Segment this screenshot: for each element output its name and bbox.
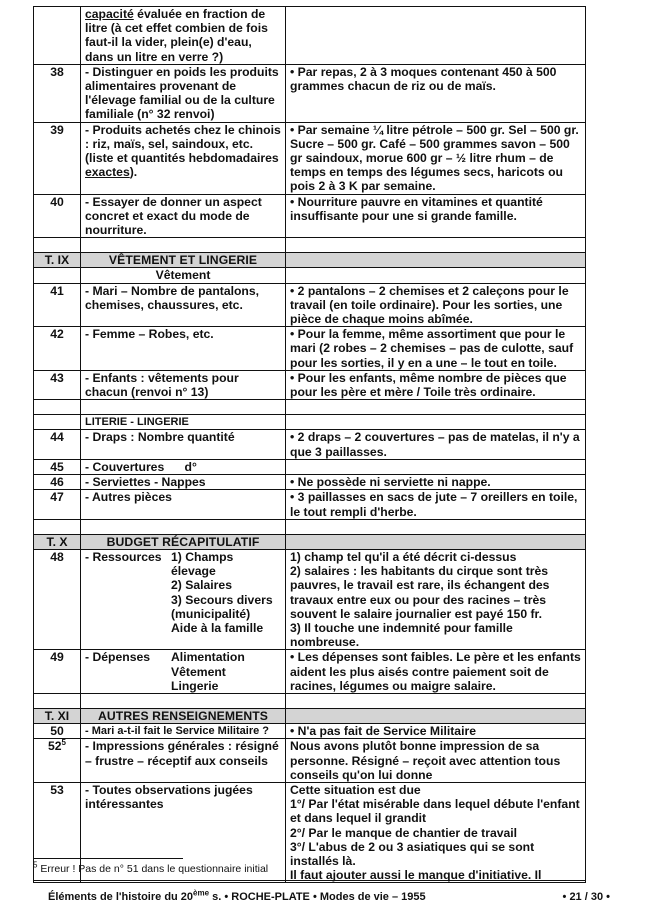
question-cell: - Serviettes - Nappes: [81, 475, 286, 490]
subheading-row: [34, 415, 586, 430]
answer-cell: Cette situation est due 1°/ Par l'état misérable dans lequel débute l'enfant et dans lequel il grandit 2°/ Par le manque de chantier de travail 3°/ L'abus de 2 ou 3 asiatiques qui se sont installés là. Il faut ajouter aussi le manque d'initiative. Il: [286, 782, 586, 882]
row-number: 43: [34, 370, 81, 399]
question-cell: - Femme – Robes, etc.: [81, 327, 286, 371]
row-number: 49: [34, 650, 81, 694]
table-row: [34, 370, 586, 399]
question-cell: - Enfants : vêtements pour chacun (renvoi n° 13): [81, 370, 286, 399]
answer-cell: [286, 7, 586, 65]
row-number: 39: [34, 122, 81, 194]
row-number: 45: [34, 459, 81, 474]
question-cell: - Distinguer en poids les produits alimentaires provenant de l'élevage familial ou de la culture familiale (n° 32 renvoi): [81, 64, 286, 122]
footnote: $^5$ Erreur ! Pas de n° 51 dans le questionnaire initial: [33, 860, 269, 875]
question-cell: - Couvertures d°: [81, 459, 286, 474]
question-cell: - Essayer de donner un aspect concret et exact du mode de nourriture.: [81, 194, 286, 238]
question-cell: - Draps : Nombre quantité: [81, 430, 286, 459]
answer-cell: • 2 pantalons – 2 chemises et 2 caleçons pour le travail (en toile ordinaire). Pour les sorties, une pièce de chaque moins abîmée.: [286, 283, 586, 327]
answer-cell: • Pour la femme, même assortiment que pour le mari (2 robes – 2 chemises – pas de culotte, sauf pour les sorties, il y en a une – le tout en toile.: [286, 327, 586, 371]
row-number: 46: [34, 475, 81, 490]
row-number: 53: [34, 782, 81, 882]
table-row: [34, 475, 586, 490]
row-number: 41: [34, 283, 81, 327]
row-number: 42: [34, 327, 81, 371]
row-number: 50: [34, 724, 81, 739]
subheading-row: [34, 268, 586, 283]
resources-label: - Ressources: [85, 549, 162, 564]
question-cell: - Produits achetés chez le chinois : riz, maïs, sel, saindoux, etc. (liste et quantités hebdomadaires exactes).: [81, 122, 286, 194]
section-header-row: [34, 534, 586, 549]
row-number: $52^5$: [34, 739, 81, 783]
expense-item: Alimentation: [171, 650, 245, 665]
row-number: 40: [34, 194, 81, 238]
resource-item: Aide à la famille: [171, 620, 264, 635]
answer-cell: • Les dépenses sont faibles. Le père et les enfants aident les plus aisés contre paiement soit de racines, légumes ou maigre salaire.: [286, 650, 586, 694]
table-row: [34, 122, 586, 194]
table-row: [34, 283, 586, 327]
question-cell: [81, 650, 286, 694]
table-row: [34, 739, 586, 783]
resource-item: 3) Secours divers (municipalité): [171, 592, 273, 621]
table-row: [34, 490, 586, 519]
subheading: LITERIE - LINGERIE: [81, 415, 286, 430]
section-header-row: [34, 708, 586, 723]
section-title: AUTRES RENSEIGNEMENTS: [81, 708, 286, 723]
section-code: T. X: [34, 534, 81, 549]
row-number: 47: [34, 490, 81, 519]
question-cell: - Toutes observations jugées intéressantes: [81, 782, 286, 882]
question-cell: capacité évaluée en fraction de litre (à cet effet combien de fois faut-il la vider, plein(e) d'eau, dans un litre en verre ?): [81, 7, 286, 65]
answer-cell: 1) champ tel qu'il a été décrit ci-dessus 2) salaires : les habitants du cirque sont très pauvres, le travail est rare, ils échangent des travaux entre eux ou pour des racines – très souvent le salaire journalier est payé 150 fr. 3) Il touche une indemnité pour famille nombreuse.: [286, 549, 586, 649]
expenses-label: - Dépenses: [85, 650, 151, 665]
expense-item: Lingerie: [171, 678, 219, 693]
section-code: T. XI: [34, 708, 81, 723]
blank-row: [34, 693, 586, 708]
expense-item: Vêtement: [171, 664, 226, 679]
page-number: • 21 / 30 •: [562, 891, 610, 903]
footnote-separator: [33, 858, 183, 859]
answer-cell: • Pour les enfants, même nombre de pièces que pour les père et mère / Toile très ordinaire.: [286, 370, 586, 399]
table-row: [34, 430, 586, 459]
question-cell: - Autres pièces: [81, 490, 286, 519]
table-row: [34, 549, 586, 649]
question-cell: [81, 549, 286, 649]
footer-separator: [33, 880, 586, 881]
row-number: 48: [34, 549, 81, 649]
table-row: [34, 64, 586, 122]
footnote-ref[interactable]: 5: [61, 738, 66, 748]
question-cell: - Mari – Nombre de pantalons, chemises, chaussures, etc.: [81, 283, 286, 327]
subheading: Vêtement: [81, 268, 286, 283]
answer-cell: • 2 draps – 2 couvertures – pas de matelas, il n'y a que 3 paillasses.: [286, 430, 586, 459]
answer-cell: • Par repas, 2 à 3 moques contenant 450 à 500 grammes chacun de riz ou de maïs.: [286, 64, 586, 122]
blank-row: [34, 519, 586, 534]
questionnaire-table: [33, 6, 586, 883]
row-number: 38: [34, 64, 81, 122]
section-header-row: [34, 253, 586, 268]
answer-cell: • 3 paillasses en sacs de jute – 7 oreillers en toile, le tout rempli d'herbe.: [286, 490, 586, 519]
table-row: [34, 650, 586, 694]
section-title: BUDGET RÉCAPITULATIF: [81, 534, 286, 549]
row-number: [34, 7, 81, 65]
row-number: 44: [34, 430, 81, 459]
resource-item: 1) Champs élevage: [171, 549, 234, 579]
blank-row: [34, 238, 586, 253]
answer-cell: • Ne possède ni serviette ni nappe.: [286, 475, 586, 490]
table-row: [34, 724, 586, 739]
question-cell: - Mari a-t-il fait le Service Militaire ?: [81, 724, 286, 739]
table-row: [34, 194, 586, 238]
table-row: [34, 7, 586, 65]
table-row: [34, 327, 586, 371]
page-footer: Éléments de l'histoire du 20ème s. • ROCHE-PLATE • Modes de vie – 1955 • 21 / 30 •: [48, 888, 610, 903]
table-row: [34, 459, 586, 474]
answer-cell: [286, 459, 586, 474]
blank-row: [34, 400, 586, 415]
answer-cell: • Nourriture pauvre en vitamines et quantité insuffisante pour une si grande famille.: [286, 194, 586, 238]
answer-cell: Nous avons plutôt bonne impression de sa personne. Résigné – reçoit avec attention tous conseils qu'on lui donne: [286, 739, 586, 783]
question-cell: - Impressions générales : résigné – frustre – réceptif aux conseils: [81, 739, 286, 783]
resource-item: 2) Salaires: [171, 578, 232, 593]
section-title: VÊTEMENT ET LINGERIE: [81, 253, 286, 268]
answer-cell: • Par semaine ¼ litre pétrole – 500 gr. Sel – 500 gr. Sucre – 500 gr. Café – 500 grammes savon – 500 gr saindoux, morue 600 gr – ½ litre rhum – de temps en temps des légumes secs, haricots ou pois 2 à 3 K par semaine.: [286, 122, 586, 194]
section-code: T. IX: [34, 253, 81, 268]
answer-cell: • N'a pas fait de Service Militaire: [286, 724, 586, 739]
